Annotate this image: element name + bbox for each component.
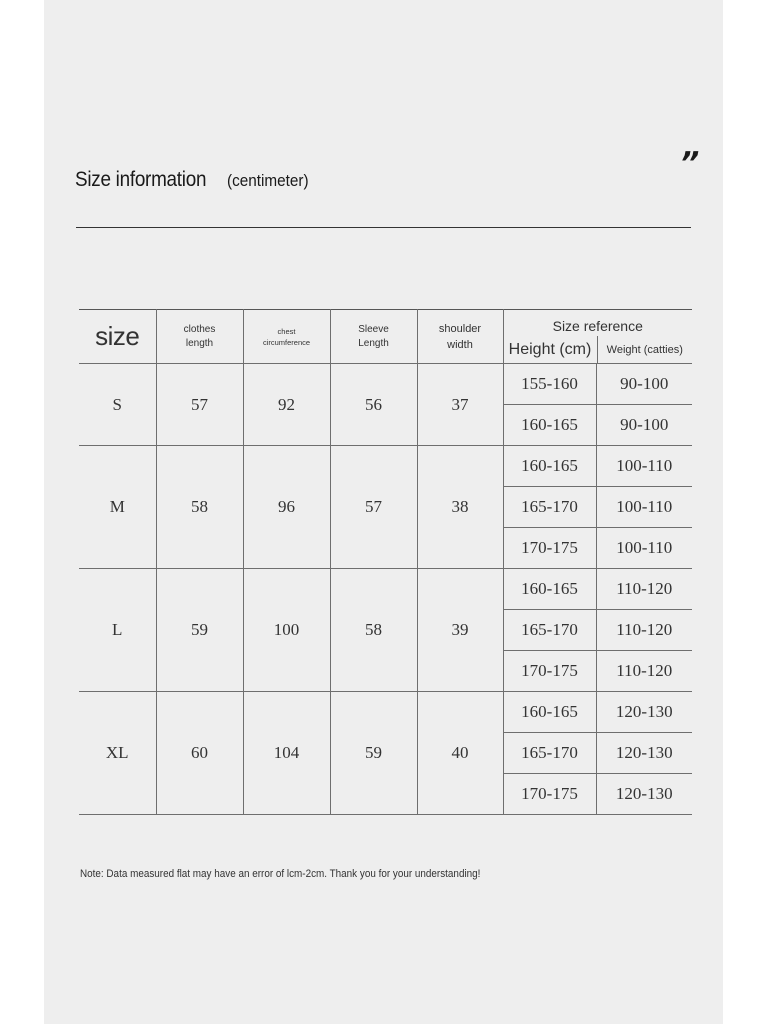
height-cell: 160-165 [503, 692, 596, 733]
height-cell: 170-175 [503, 774, 596, 815]
header-sleeve-length: Sleeve Length [330, 310, 417, 364]
size-cell: XL [79, 692, 156, 815]
header-clothes-length: clothes length [156, 310, 243, 364]
title-row [75, 168, 318, 192]
header-chest: chest circumference [243, 310, 330, 364]
page-title: Size information [75, 168, 207, 191]
weight-cell: 110-120 [596, 610, 692, 651]
sleeve-cell: 56 [330, 364, 417, 446]
table-row [79, 446, 692, 487]
table-header-row [79, 310, 692, 364]
unit-label: (centimeter) [227, 171, 309, 190]
table-row [79, 692, 692, 733]
weight-cell: 110-120 [596, 569, 692, 610]
weight-cell: 100-110 [596, 446, 692, 487]
size-cell: S [79, 364, 156, 446]
header-weight: Weight (catties) [597, 336, 693, 363]
clothes-length-cell: 59 [156, 569, 243, 692]
table-row [79, 569, 692, 610]
height-cell: 165-170 [503, 610, 596, 651]
shoulder-cell: 38 [417, 446, 503, 569]
shoulder-cell: 37 [417, 364, 503, 446]
height-cell: 160-165 [503, 569, 596, 610]
height-cell: 160-165 [503, 446, 596, 487]
height-cell: 155-160 [503, 364, 596, 405]
chest-cell: 100 [243, 569, 330, 692]
size-cell: L [79, 569, 156, 692]
sleeve-cell: 57 [330, 446, 417, 569]
size-chart-page [44, 0, 723, 1024]
weight-cell: 90-100 [596, 405, 692, 446]
clothes-length-cell: 57 [156, 364, 243, 446]
header-shoulder-width: shoulder width [417, 310, 503, 364]
size-table [79, 309, 692, 815]
header-height: Height (cm) [508, 340, 592, 358]
height-cell: 165-170 [503, 487, 596, 528]
sleeve-cell: 59 [330, 692, 417, 815]
weight-cell: 120-130 [596, 692, 692, 733]
table-row [79, 364, 692, 405]
sleeve-cell: 58 [330, 569, 417, 692]
weight-cell: 100-110 [596, 528, 692, 569]
header-size: size [79, 310, 156, 364]
height-cell: 165-170 [503, 733, 596, 774]
height-cell: 160-165 [503, 405, 596, 446]
weight-cell: 120-130 [596, 733, 692, 774]
clothes-length-cell: 58 [156, 446, 243, 569]
chest-cell: 104 [243, 692, 330, 815]
clothes-length-cell: 60 [156, 692, 243, 815]
height-cell: 170-175 [503, 651, 596, 692]
weight-cell: 110-120 [596, 651, 692, 692]
header-size-reference: Size reference Height (cm) Weight (catties) [503, 310, 692, 364]
shoulder-cell: 40 [417, 692, 503, 815]
chest-cell: 96 [243, 446, 330, 569]
weight-cell: 120-130 [596, 774, 692, 815]
shoulder-cell: 39 [417, 569, 503, 692]
measurement-note: Note: Data measured flat may have an error of lcm-2cm. Thank you for your understanding! [80, 868, 481, 880]
weight-cell: 90-100 [596, 364, 692, 405]
size-cell: M [79, 446, 156, 569]
weight-cell: 100-110 [596, 487, 692, 528]
title-divider [76, 227, 691, 228]
height-cell: 170-175 [503, 528, 596, 569]
chest-cell: 92 [243, 364, 330, 446]
quote-mark-icon: ” [680, 146, 698, 181]
